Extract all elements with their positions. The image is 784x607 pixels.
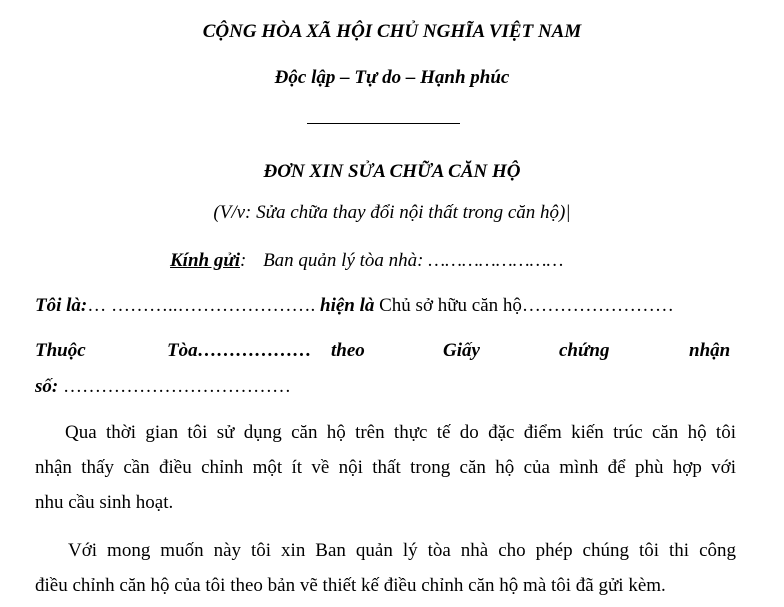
certificate-blank: ……………………………… [58, 376, 291, 397]
paragraph-line: Qua thời gian tôi sử dụng căn hộ trên thực tế do đặc điểm kiến trúc căn hộ tôi [65, 422, 736, 443]
recipient-label: Kính gửi [170, 250, 240, 271]
paragraph-line: nhận thấy cần điều chỉnh một ít về nội thất trong căn hộ của mình để phù hợp với [35, 457, 736, 478]
recipient-value: Ban quản lý tòa nhà: …………………… [263, 250, 564, 271]
paragraph-request [35, 533, 736, 603]
document-subject: (V/v: Sửa chữa thay đổi nội thất trong căn hộ)| [213, 202, 571, 223]
national-motto: CỘNG HÒA XÃ HỘI CHỦ NGHĨA VIỆT NAM [202, 21, 582, 42]
recipient-line [170, 249, 563, 273]
applicant-label: Tôi là: [35, 295, 88, 316]
document-title: ĐƠN XIN SỬA CHỮA CĂN HỘ [263, 161, 521, 182]
building-word-toa: Tòa……………… [167, 340, 312, 361]
building-word-nhan: nhận [689, 340, 731, 361]
certificate-number-line [35, 375, 291, 399]
header-divider [307, 123, 460, 124]
building-line [35, 339, 736, 363]
certificate-label: số: [35, 376, 59, 397]
paragraph-line: nhu cầu sinh hoạt. [35, 492, 174, 513]
recipient-colon: : [240, 250, 247, 271]
applicant-name-blank: … ………..…………………. [87, 295, 320, 316]
applicant-status-label: hiện là [320, 295, 375, 316]
paragraph-usage [35, 415, 736, 520]
applicant-status-value: Chủ sở hữu căn hộ…………………… [374, 295, 674, 316]
paragraph-line: điều chỉnh căn hộ của tôi theo bản vẽ thiết kế điều chỉnh căn hộ mà tôi đã gửi kèm. [35, 575, 666, 596]
applicant-line [35, 294, 674, 318]
building-word-chung: chứng [559, 340, 610, 361]
paragraph-line: Với mong muốn này tôi xin Ban quản lý tòa nhà cho phép chúng tôi thi công [68, 540, 736, 561]
independence-motto: Độc lập – Tự do – Hạnh phúc [274, 67, 510, 88]
building-word-thuoc: Thuộc [35, 340, 86, 361]
building-word-theo: theo [331, 340, 365, 361]
building-word-giay: Giấy [443, 340, 480, 361]
